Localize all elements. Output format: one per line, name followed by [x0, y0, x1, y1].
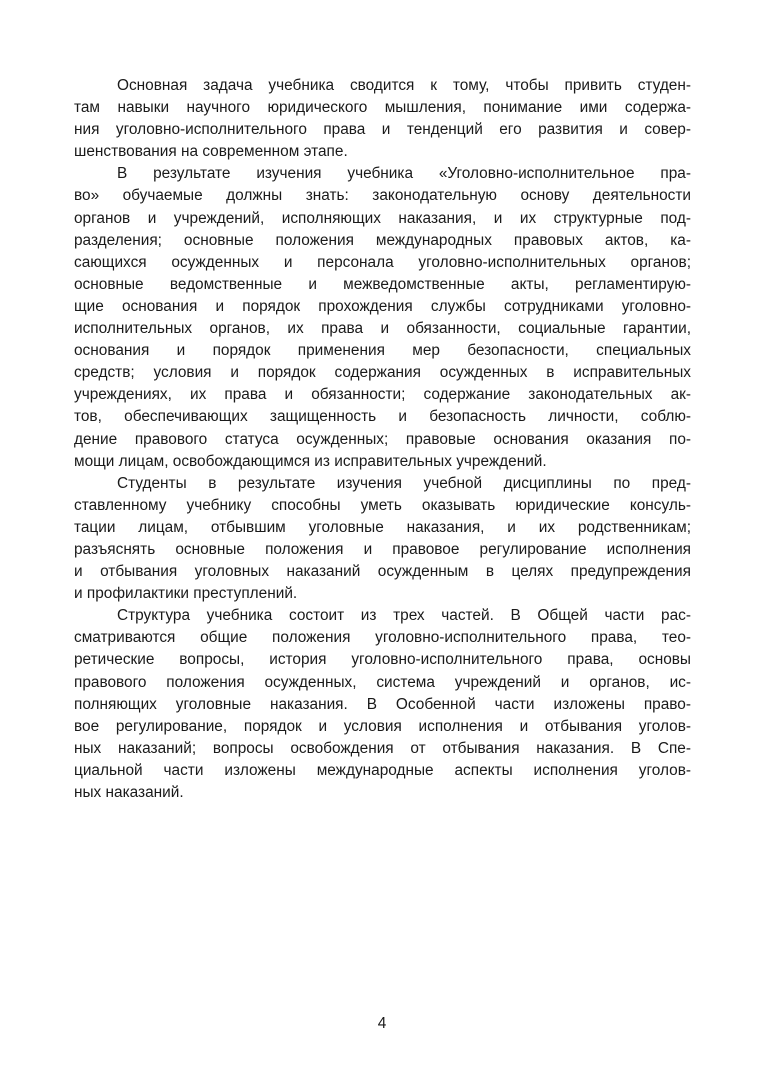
- text-line: полняющих уголовные наказания. В Особенной части изложены право-: [74, 695, 691, 713]
- paragraph-textbook-goal: [74, 75, 691, 163]
- text-line: ния уголовно-исполнительного права и тенденций его развития и совер-: [74, 121, 691, 139]
- text-line: вое регулирование, порядок и условия исполнения и отбывания уголов-: [74, 717, 691, 735]
- text-line: ных наказаний.: [74, 784, 184, 801]
- paragraph-knowledge-outcomes: [74, 163, 691, 472]
- paragraph-skills-outcomes: [74, 473, 691, 606]
- text-line: и отбывания уголовных наказаний осужденным в целях предупреждения: [74, 563, 691, 581]
- text-line: сматриваются общие положения уголовно-исполнительного права, тео-: [74, 629, 691, 647]
- paragraph-textbook-structure: [74, 605, 691, 804]
- text-line: ных наказаний; вопросы освобождения от отбывания наказания. В Спе-: [74, 739, 691, 757]
- text-line: циальной части изложены международные аспекты исполнения уголов-: [74, 761, 691, 779]
- body-text: [74, 75, 691, 804]
- text-line: ретические вопросы, история уголовно-исполнительного права, основы: [74, 651, 691, 669]
- text-line: шенствования на современном этапе.: [74, 143, 348, 161]
- text-line: органов и учреждений, исполняющих наказания, и их структурные под-: [74, 209, 691, 227]
- text-line: во» обучаемые должны знать: законодательную основу деятельности: [74, 187, 691, 205]
- text-line: средств; условия и порядок содержания осужденных в исправительных: [74, 364, 691, 382]
- text-line: там навыки научного юридического мышления, понимание ими содержа-: [74, 99, 691, 117]
- text-line: мощи лицам, освобождающимся из исправительных учреждений.: [74, 452, 547, 470]
- text-line: Основная задача учебника сводится к тому, чтобы привить студен-: [117, 77, 691, 94]
- text-line: разъяснять основные положения и правовое регулирование исполнения: [74, 540, 691, 558]
- text-line: разделения; основные положения международных правовых актов, ка-: [74, 231, 691, 249]
- text-line: В результате изучения учебника «Уголовно-исполнительное пра-: [117, 165, 691, 183]
- text-line: сающихся осужденных и персонала уголовно-исполнительных органов;: [74, 253, 691, 271]
- text-line: и профилактики преступлений.: [74, 585, 298, 603]
- text-line: Структура учебника состоит из трех частей. В Общей части рас-: [117, 607, 691, 625]
- text-line: тов, обеспечивающих защищенность и безопасность личности, соблю-: [74, 408, 691, 426]
- text-line: дение правового статуса осужденных; правовые основания оказания по-: [74, 430, 691, 448]
- text-line: щие основания и порядок прохождения службы сотрудниками уголовно-: [74, 297, 691, 315]
- text-line: основные ведомственные и межведомственные акты, регламентирую-: [74, 275, 691, 293]
- page-number: 4: [377, 1015, 387, 1032]
- text-line: учреждениях, их права и обязанности; содержание законодательных ак-: [74, 386, 691, 404]
- text-line: основания и порядок применения мер безопасности, специальных: [74, 342, 691, 360]
- text-line: тации лицам, отбывшим уголовные наказания, и их родственникам;: [74, 518, 691, 536]
- text-line: ставленному учебнику способны уметь оказывать юридические консуль-: [74, 496, 691, 514]
- text-line: исполнительных органов, их права и обязанности, социальные гарантии,: [74, 320, 691, 338]
- text-line: Студенты в результате изучения учебной дисциплины по пред-: [117, 474, 691, 492]
- text-line: правового положения осужденных, система учреждений и органов, ис-: [74, 673, 691, 691]
